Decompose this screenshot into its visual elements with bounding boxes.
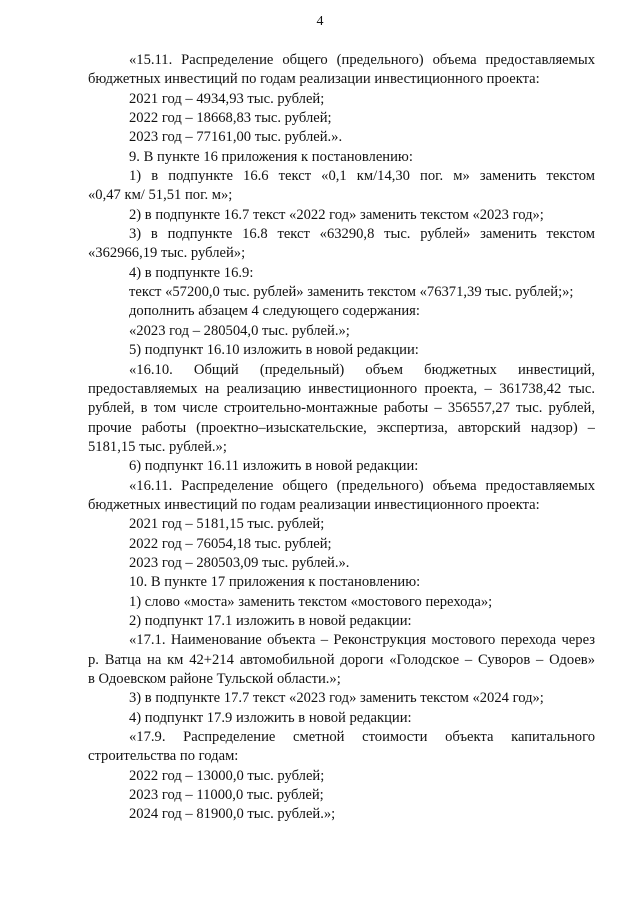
text-line: 9. В пункте 16 приложения к постановлению:	[129, 148, 413, 165]
text-line: текст «57200,0 тыс. рублей» заменить текстом «76371,39 тыс. рублей;»;	[129, 284, 574, 301]
text-line: 3) в подпункте 17.7 текст «2023 год» заменить текстом «2024 год»;	[129, 690, 544, 707]
text-line: «2023 год – 280504,0 тыс. рублей.»;	[129, 322, 350, 339]
text-line: 10. В пункте 17 приложения к постановлению:	[129, 574, 421, 591]
text-line: в Одоевском районе Тульской области.»;	[88, 671, 341, 687]
text-line: «0,47 км/ 51,51 пог. м»;	[88, 187, 233, 204]
text-line: 3) в подпункте 16.8 текст «63290,8 тыс. рублей» заменить текстом	[129, 226, 595, 243]
text-line: 2021 год – 4934,93 тыс. рублей;	[129, 90, 325, 107]
text-line: 2022 год – 18668,83 тыс. рублей;	[129, 110, 332, 127]
text-line: 2) в подпункте 16.7 текст «2022 год» заменить текстом «2023 год»;	[129, 206, 544, 223]
text-line: бюджетных инвестиций по годам реализации инвестиционного проекта:	[88, 496, 540, 513]
text-line: р. Ватца на км 42+214 автомобильной дороги «Голодское – Суворов – Одоев»	[88, 651, 595, 668]
text-line: 4) в подпункте 16.9:	[129, 264, 254, 281]
text-line: «362966,19 тыс. рублей»;	[88, 245, 246, 262]
text-line: 2) подпункт 17.1 изложить в новой редакции:	[129, 612, 412, 629]
text-line: «16.11. Распределение общего (предельного) объема предоставляемых	[129, 477, 595, 494]
page-number: 4	[316, 14, 324, 29]
text-line: предоставляемых на реализацию инвестиционного проекта, – 361738,42 тыс.	[88, 380, 595, 397]
text-line: «17.1. Наименование объекта – Реконструкция мостового перехода через	[129, 632, 595, 649]
text-line: строительства по годам:	[88, 748, 239, 765]
text-line: бюджетных инвестиций по годам реализации инвестиционного проекта:	[88, 71, 540, 88]
text-line: 2023 год – 11000,0 тыс. рублей;	[129, 787, 324, 804]
text-line: 2023 год – 280503,09 тыс. рублей.».	[129, 554, 350, 571]
text-line: прочие работы (проектно–изыскательские, экспертиза, авторский надзор) –	[88, 419, 595, 436]
text-line: 2021 год – 5181,15 тыс. рублей;	[129, 516, 325, 533]
text-line: «17.9. Распределение сметной стоимости объекта капитального	[129, 729, 595, 746]
text-line: 1) в подпункте 16.6 текст «0,1 км/14,30 пог. м» заменить текстом	[129, 168, 595, 185]
text-line: 4) подпункт 17.9 изложить в новой редакции:	[129, 709, 412, 726]
text-line: 5181,15 тыс. рублей.»;	[88, 438, 227, 455]
text-line: дополнить абзацем 4 следующего содержания:	[129, 303, 420, 320]
text-line: «16.10. Общий (предельный) объем бюджетных инвестиций,	[129, 361, 595, 378]
text-line: 2023 год – 77161,00 тыс. рублей.».	[129, 129, 343, 146]
text-line: 5) подпункт 16.10 изложить в новой редакции:	[129, 342, 419, 359]
text-line: 1) слово «моста» заменить текстом «мостового перехода»;	[129, 593, 493, 610]
text-line: 6) подпункт 16.11 изложить в новой редакции:	[129, 458, 419, 475]
text-line: 2022 год – 13000,0 тыс. рублей;	[129, 767, 325, 784]
document-body	[88, 51, 595, 825]
text-line: 2024 год – 81900,0 тыс. рублей.»;	[129, 806, 336, 823]
text-line: 2022 год – 76054,18 тыс. рублей;	[129, 535, 332, 552]
text-line: рублей, в том числе строительно-монтажные работы – 356557,27 тыс. рублей,	[88, 400, 595, 417]
text-line: «15.11. Распределение общего (предельного) объема предоставляемых	[129, 52, 595, 68]
